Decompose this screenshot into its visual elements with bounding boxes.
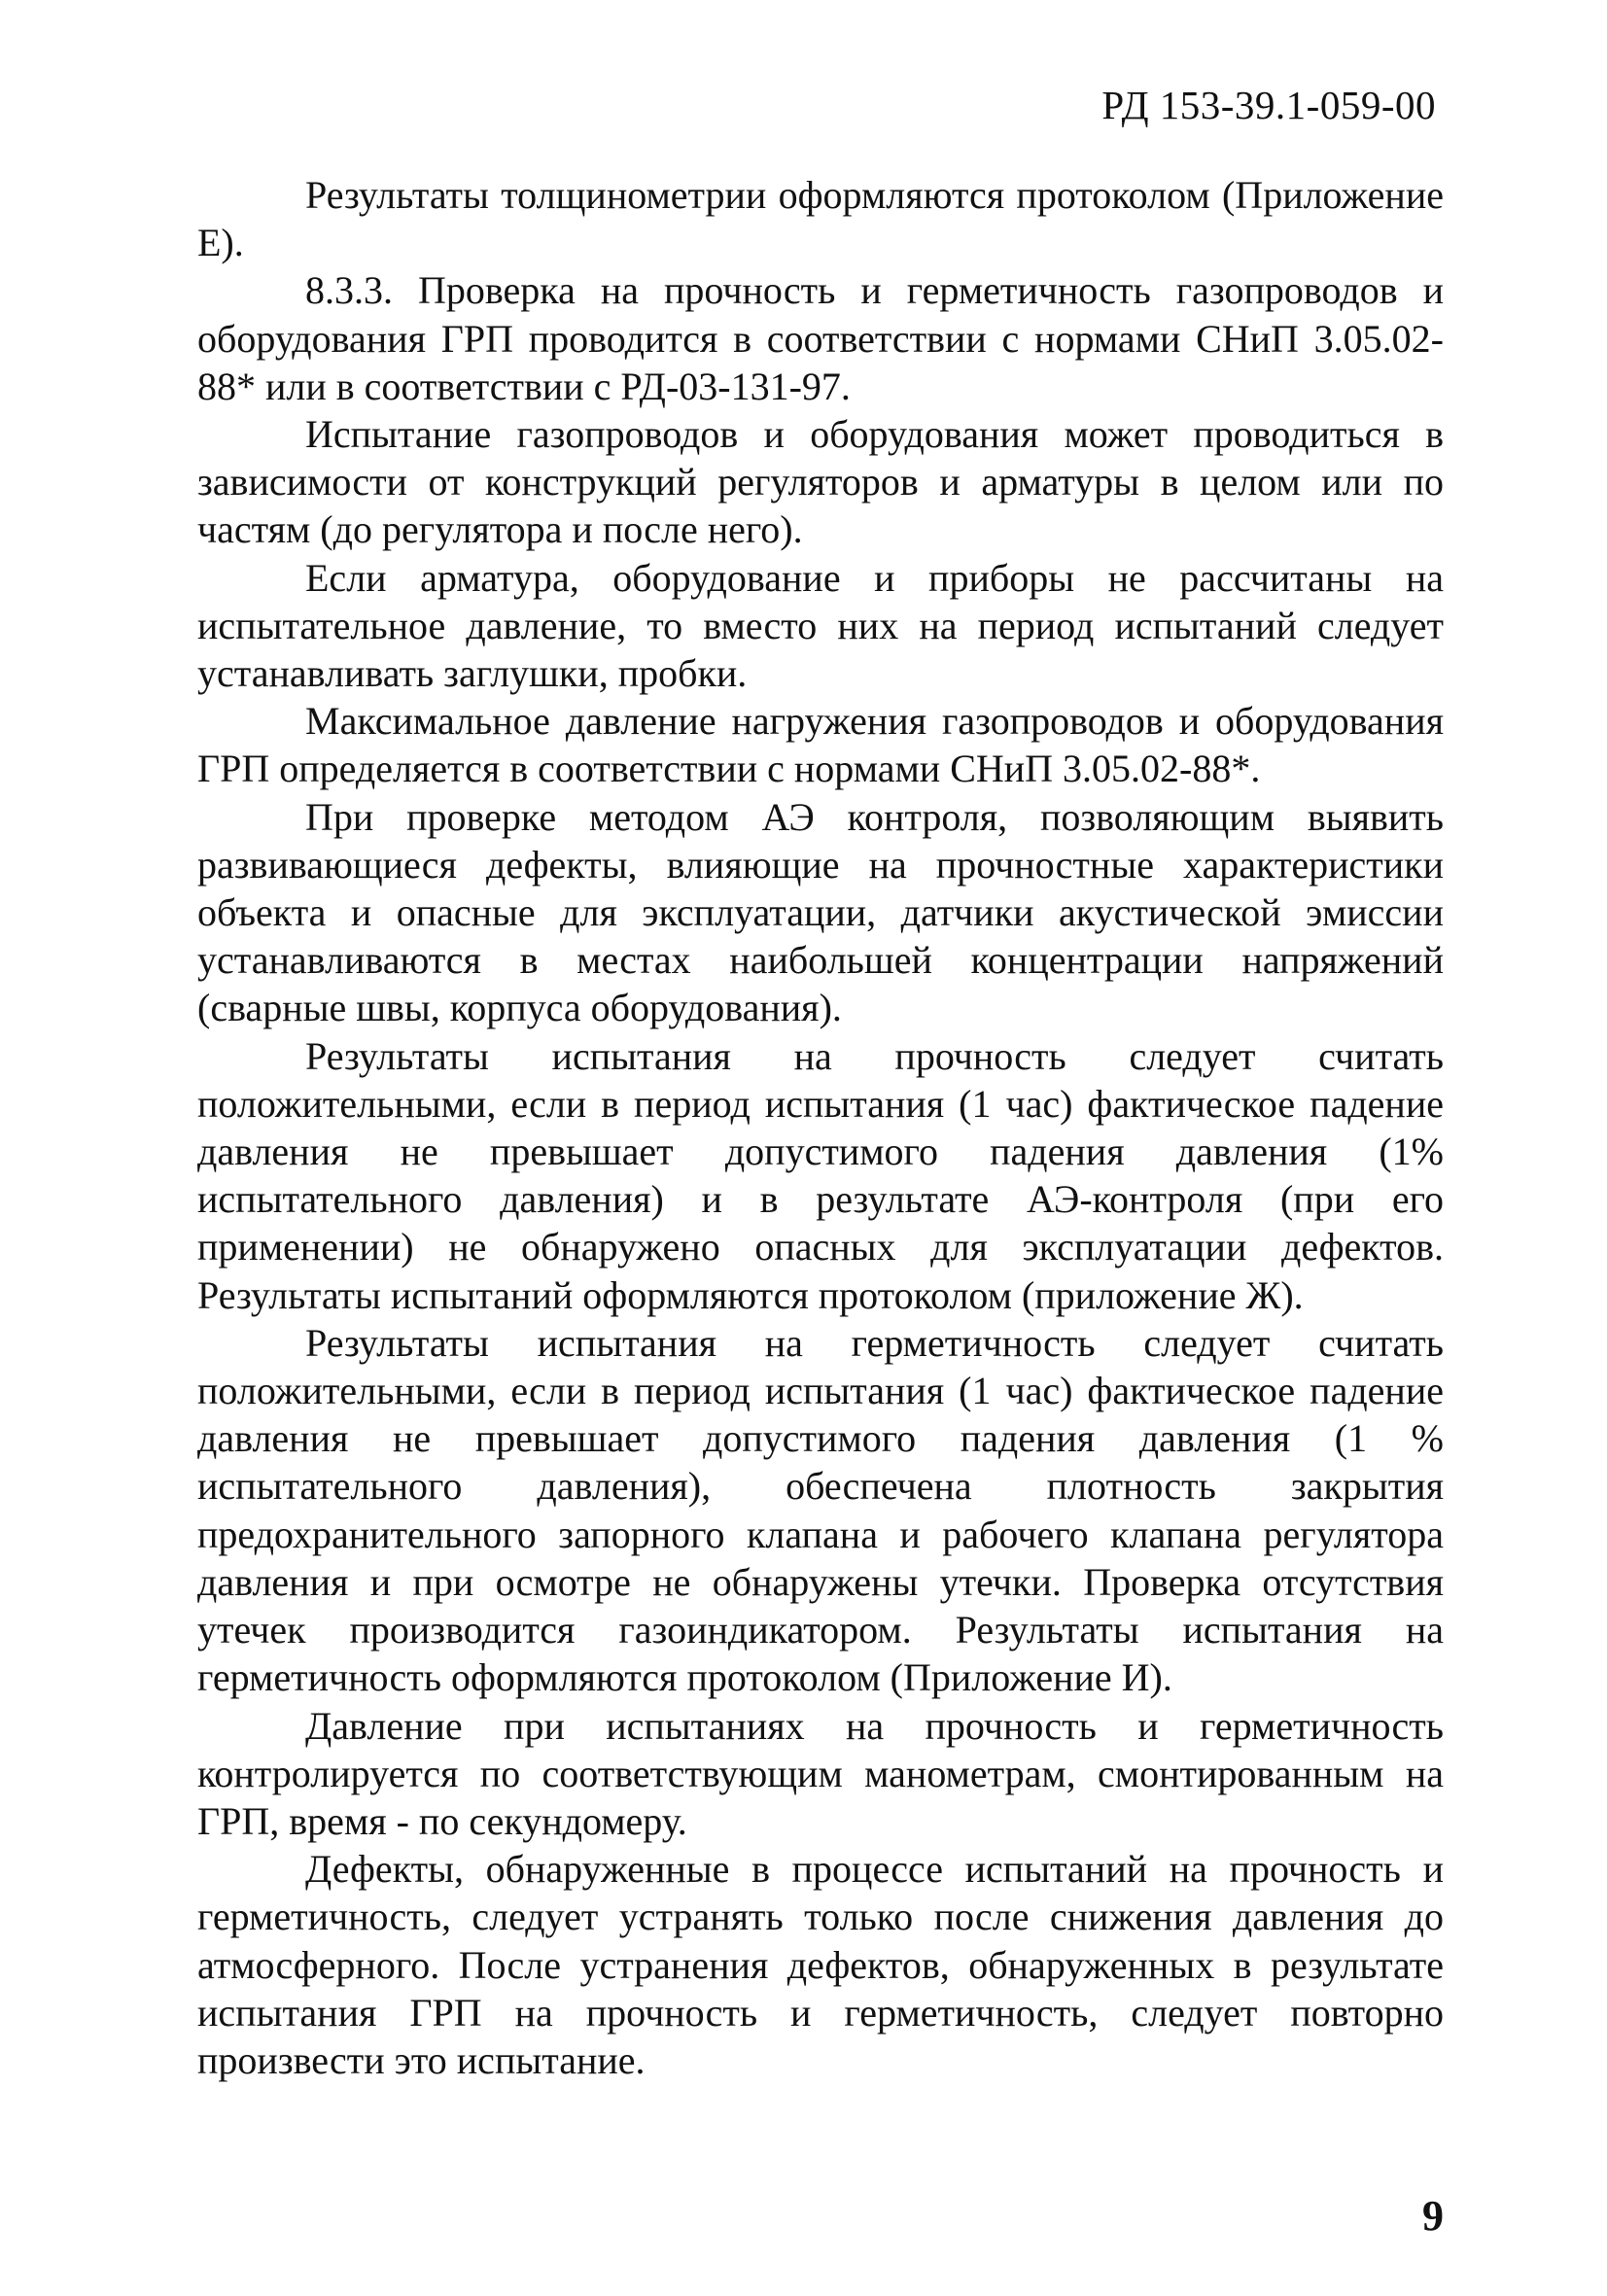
document-code: РД 153-39.1-059-00 <box>1101 83 1436 127</box>
paragraph-ae-control: При проверке методом АЭ контроля, позволяющим выявить развивающиеся дефекты, влияющие на прочностные характеристики объекта и опасные для эксплуатации, датчики акустической эмиссии устанавливаются в местах наибольшей концентрации напряжений (сварные швы, корпуса оборудования). <box>197 794 1444 1030</box>
paragraph-strength-results: Результаты испытания на прочность следует считать положительными, если в период испытания (1 час) фактическое падение давления не превышает допустимого падения давления (1% испытательного давления) и в результате АЭ-контроля (при его применении) не обнаружено опасных для эксплуатации дефектов. Результаты испытаний оформляются протоколом (приложение Ж). <box>197 1033 1444 1317</box>
paragraph-pressure-control: Давление при испытаниях на прочность и герметичность контролируется по соответствующим манометрам, смонтированным на ГРП, время - по секундомеру. <box>197 1703 1444 1843</box>
paragraph-testing-parts: Испытание газопроводов и оборудования может проводиться в зависимости от конструкций регуляторов и арматуры в целом или по частям (до регулятора и после него). <box>197 412 1444 552</box>
page-number: 9 <box>1422 2192 1444 2240</box>
paragraph-defects: Дефекты, обнаруженные в процессе испытаний на прочность и герметичность, следует устранять только после снижения давления до атмосферного. После устранения дефектов, обнаруженных в результате испытания ГРП на прочность и герметичность, следует повторно произвести это испытание. <box>197 1847 1444 2082</box>
body-text <box>197 171 1444 2084</box>
paragraph-plugs: Если арматура, оборудование и приборы не рассчитаны на испытательное давление, то вместо них на период испытаний следует устанавливать заглушки, пробки. <box>197 555 1444 696</box>
paragraph-strength-check: 8.3.3. Проверка на прочность и герметичность газопроводов и оборудования ГРП проводится в соответствии с нормами СНиП 3.05.02-88* или в соответствии с РД-03-131-97. <box>197 268 1444 408</box>
paragraph-thickness-results: Результаты толщинометрии оформляются протоколом (Приложение Е). <box>197 173 1444 265</box>
paragraph-tightness-results: Результаты испытания на герметичность следует считать положительными, если в период испытания (1 час) фактическое падение давления не превышает допустимого падения давления (1 % испытательного давления), обеспечена плотность закрытия предохранительного запорного клапана и рабочего клапана регулятора давления и при осмотре не обнаружены утечки. Проверка отсутствия утечек производится газоиндикатором. Результаты испытания на герметичность оформляются протоколом (Приложение И). <box>197 1320 1444 1700</box>
paragraph-max-pressure: Максимальное давление нагружения газопроводов и оборудования ГРП определяется в соответствии с нормами СНиП 3.05.02-88*. <box>197 699 1444 791</box>
